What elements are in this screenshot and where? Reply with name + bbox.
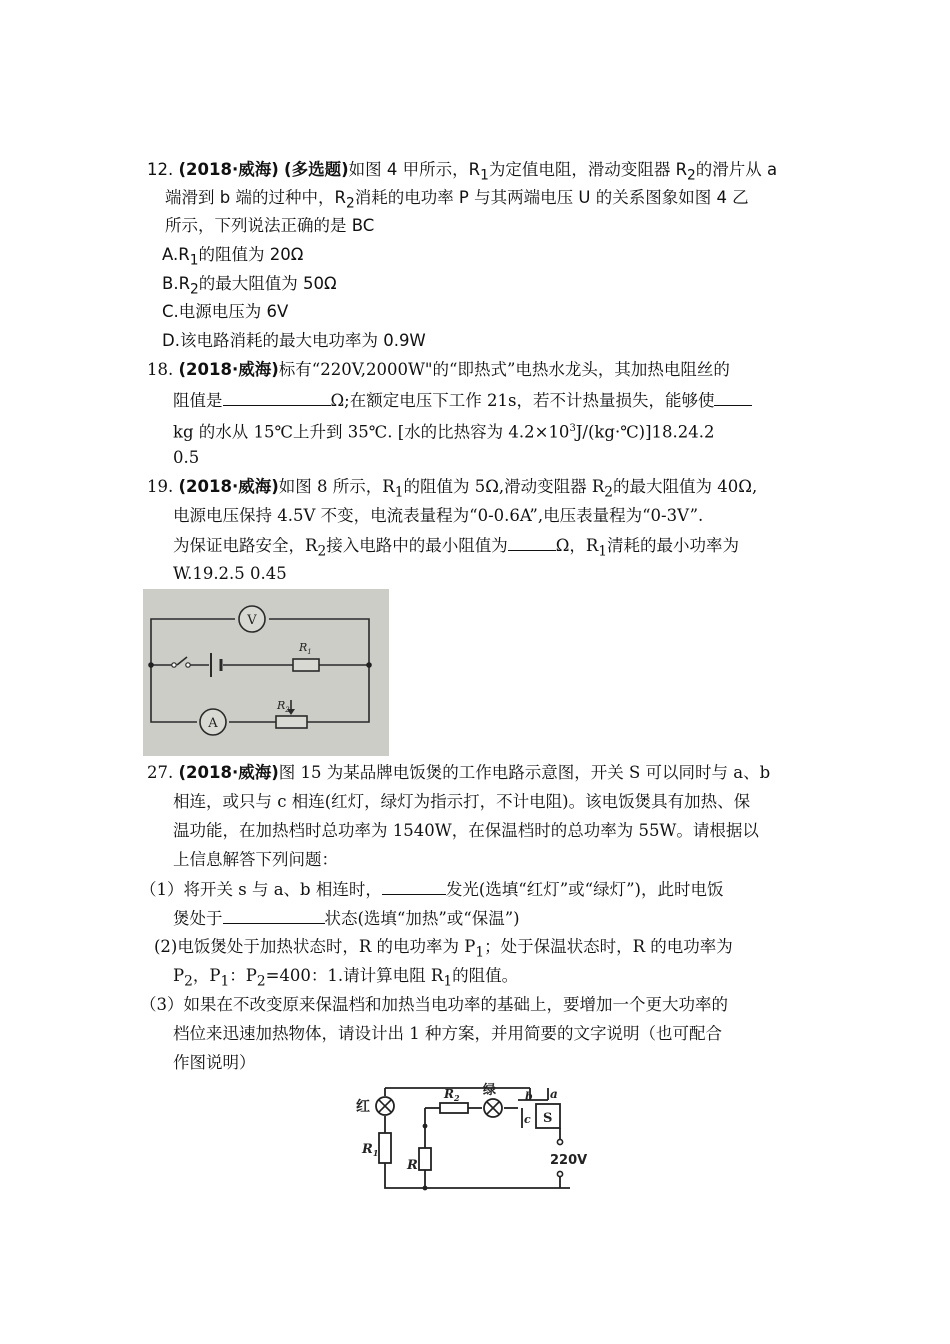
svg-text:绿: 绿 <box>483 1083 497 1098</box>
svg-text:R1: $R_1$ <box>299 641 312 656</box>
q27-line2: 相连，或只与 c 相连(红灯，绿灯为指示打，不计电阻)。该电饭煲具有加热、保 <box>173 792 751 811</box>
svg-text:R1: $R_1$ <box>362 1142 379 1158</box>
q27-line3: 温功能，在加热档时总功率为 1540W，在保温档时的总功率为 55W。请根据以 <box>173 821 759 840</box>
q27-number: 27. <box>147 763 174 782</box>
q12-line3: 所示，下列说法正确的是 BC <box>165 216 375 235</box>
q12-option-d: D.该电路消耗的最大电功率为 0.9W <box>162 331 426 350</box>
q18-blank-2[interactable] <box>714 390 752 406</box>
svg-text:R: R <box>407 1158 418 1173</box>
q19-line3: 为保证电路安全，$R_2$接入电路中的最小阻值为 Ω，$R_1$清耗的最小功率为 <box>173 536 740 560</box>
svg-text:红: 红 <box>356 1099 370 1115</box>
q19-number: 19. <box>147 477 174 496</box>
q18-line1: 18. (2018·威海)标有“220V,2000W"的“即热式”电热水龙头，其加热电阻丝的 <box>147 360 730 379</box>
q27-line1: 27. (2018·威海)图 15 为某品牌电饭煲的工作电路示意图，开关 S 可以同时与 a、b <box>147 763 771 782</box>
q27-part2-line1: (2)电饭煲处于加热状态时，R 的电功率为 $P_1$；处于保温状态时，R 的电功率为 <box>154 937 733 961</box>
svg-text:220V: 220V <box>550 1153 588 1168</box>
q18-number: 18. <box>147 360 174 379</box>
q12-source-tag: (2018·威海) <box>178 160 279 179</box>
q18-blank-1[interactable] <box>223 390 331 406</box>
q19-circuit-figure <box>143 589 389 756</box>
svg-text:a: a <box>550 1087 558 1101</box>
q18-line4: 0.5 <box>173 448 200 467</box>
svg-text:A: A <box>208 716 218 731</box>
q27-blank-1[interactable] <box>382 879 446 895</box>
q27-circuit-figure <box>350 1078 606 1196</box>
q12-line1: 12. (2018·威海) (多选题)如图 4 甲所示，$R_1$为定值电阻，滑动变阻器 $R_2$的滑片从 a <box>147 160 778 184</box>
q12-option-a: $A.R_1$的阻值为 20Ω <box>162 245 304 269</box>
q19-blank-1[interactable] <box>508 535 556 551</box>
resistor-r1-icon <box>379 1133 391 1163</box>
q27-part2-line2: $P_2$，$P_1$：$P_2=400$：1.请计算电阻 $R_1$的阻值。 <box>173 966 519 990</box>
q19-line1: 19. (2018·威海)如图 8 所示，$R_1$的阻值为 5Ω,滑动变阻器 $R_2$的最大阻值为 40Ω, <box>147 477 758 501</box>
svg-text:R2: $R_2$ <box>444 1087 460 1103</box>
svg-text:b: b <box>525 1090 533 1103</box>
q19-line2: 电源电压保持 4.5V 不变，电流表量程为“0-0.6A”,电压表量程为“0-3V”. <box>173 506 704 525</box>
q27-source-tag: (2018·威海) <box>178 763 279 782</box>
q18-source-tag: (2018·威海) <box>178 360 279 379</box>
svg-text:R2: $R_2$ <box>277 699 290 714</box>
q18-line3: kg 的水从 15℃上升到 35℃. [水的比热容为 $4.2\times 10^3J/(kg\cdot℃)]18.24.2$ <box>173 422 715 442</box>
q12-option-b: $B.R_2$的最大阻值为 50Ω <box>162 274 337 298</box>
svg-text:V: V <box>247 613 257 628</box>
q12-line2: 端滑到 b 端的过种中，$R_2$消耗的电功率 P 与其两端电压 U 的关系图象如图 4 乙 <box>165 188 749 212</box>
svg-text:c: c <box>524 1113 531 1126</box>
q27-part1-line2: 煲处于 状态(选填“加热”或“保温”) <box>173 909 520 928</box>
resistor-r-icon <box>419 1148 431 1170</box>
q19-source-tag: (2018·威海) <box>178 477 279 496</box>
resistor-r1-icon <box>293 659 319 671</box>
q27-blank-2[interactable] <box>223 908 325 924</box>
q12-type-tag: (多选题) <box>284 160 349 179</box>
svg-text:S: S <box>543 1111 553 1126</box>
resistor-r2-icon <box>440 1103 468 1113</box>
q27-line4: 上信息解答下列问题： <box>173 850 338 869</box>
q27-part3-line3: 作图说明） <box>173 1053 256 1072</box>
q12-number: 12. <box>147 160 174 179</box>
q12-option-c: C.电源电压为 6V <box>162 302 289 321</box>
q19-line4: W.19.2.5 0.45 <box>173 564 287 583</box>
rheostat-r2-icon <box>276 716 307 728</box>
q27-part1-line1: （1）将开关 s 与 a、b 相连时， 发光(选填“红灯”或“绿灯”)，此时电饭 <box>140 880 724 899</box>
q18-line2: 阻值是 Ω;在额定电压下工作 21s，若不计热量损失，能够使 <box>173 390 752 411</box>
q27-part3-line1: （3）如果在不改变原来保温档和加热当电功率的基础上，要增加一个更大功率的 <box>140 995 728 1014</box>
q27-part3-line2: 档位来迅速加热物体，请设计出 1 种方案，并用简要的文字说明（也可配合 <box>173 1024 722 1043</box>
